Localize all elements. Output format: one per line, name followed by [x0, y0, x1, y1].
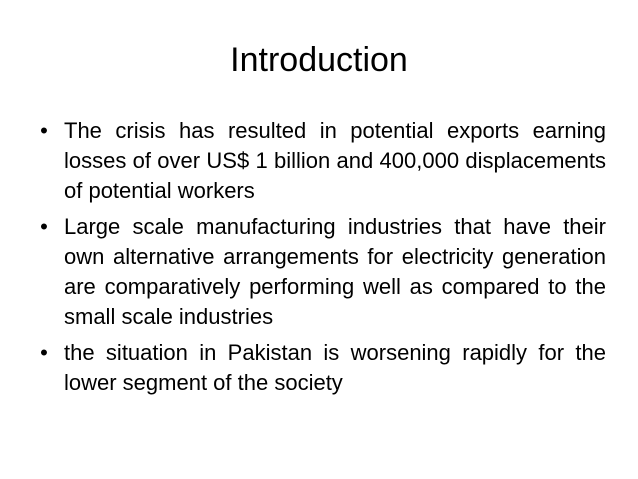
slide-title: Introduction — [230, 41, 408, 79]
bullet-item — [32, 212, 606, 332]
bullet-text: the situation in Pakistan is worsening rapidly for the lower segment of the society — [64, 340, 606, 395]
bullet-item — [32, 116, 606, 206]
bullet-icon: • — [40, 340, 48, 365]
bullet-list — [32, 116, 606, 404]
bullet-icon: • — [40, 118, 48, 143]
bullet-icon: • — [40, 214, 48, 239]
bullet-text: Large scale manufacturing industries that have their own alternative arrangements for electricity generation are comparatively performing well as compared to the small scale industries — [64, 214, 606, 329]
bullet-item — [32, 338, 606, 398]
bullet-text: The crisis has resulted in potential exports earning losses of over US$ 1 billion and 400,000 displacements of potential workers — [64, 118, 606, 203]
